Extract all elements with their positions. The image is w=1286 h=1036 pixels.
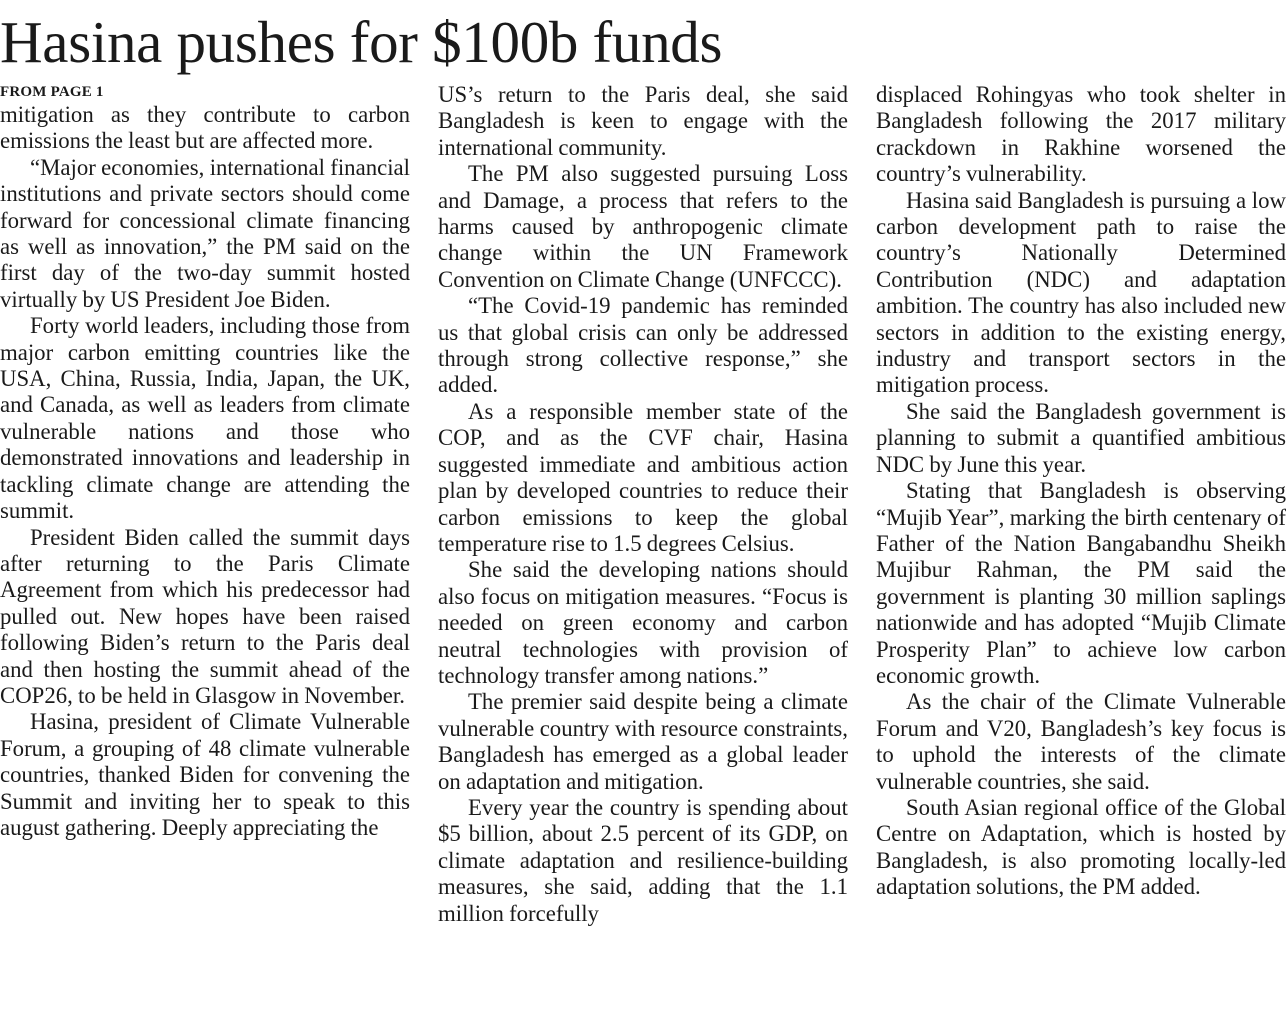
paragraph: US’s return to the Paris deal, she said Bangladesh is keen to engage with the international community. <box>438 82 848 160</box>
article-column-2 <box>438 82 848 1034</box>
paragraph: South Asian regional office of the Global Centre on Adaptation, which is hosted by Bangladesh, is also promoting locally-led adaptation solutions, the PM added. <box>876 794 1286 900</box>
article-column-3 <box>876 82 1286 1034</box>
paragraph: “The Covid-19 pandemic has reminded us that global crisis can only be addressed through strong collective response,” she added. <box>438 293 848 398</box>
column-body <box>438 82 848 927</box>
paragraph: Forty world leaders, including those from major carbon emitting countries like the USA, China, Russia, India, Japan, the UK, and Canada, as well as leaders from climate vulnerable nations and those who demonstrated innovations and leadership in tackling climate change are attending the summit. <box>0 313 410 524</box>
headline: Hasina pushes for $100b funds <box>0 9 723 75</box>
paragraph: As the chair of the Climate Vulnerable Forum and V20, Bangladesh’s key focus is to uphold the interests of the climate vulnerable countries, she said. <box>876 689 1286 794</box>
paragraph: The PM also suggested pursuing Loss and Damage, a process that refers to the harms caused by anthropogenic climate change within the UN Framework Convention on Climate Change (UNFCCC). <box>438 161 848 292</box>
paragraph: Every year the country is spending about $5 billion, about 2.5 percent of its GDP, on climate adaptation and resilience-building measures, she said, adding that the 1.1 million forcefully <box>438 794 848 926</box>
column-body <box>0 102 410 841</box>
paragraph: President Biden called the summit days after returning to the Paris Climate Agreement from which his predecessor had pulled out. New hopes have been raised following Biden’s return to the Paris deal and then hosting the summit ahead of the COP26, to be held in Glasgow in November. <box>0 524 410 708</box>
article-column-1 <box>0 82 410 1034</box>
jump-label: FROM PAGE 1 <box>0 84 104 100</box>
paragraph: “Major economies, international financial institutions and private sectors should come forward for concessional climate financing as well as innovation,” the PM said on the first day of the two-day summit hosted virtually by US President Joe Biden. <box>0 154 410 312</box>
paragraph: As a responsible member state of the COP, and as the CVF chair, Hasina suggested immediate and ambitious action plan by developed countries to reduce their carbon emissions to keep the global temperature rise to 1.5 degrees Celsius. <box>438 398 848 556</box>
paragraph: She said the developing nations should also focus on mitigation measures. “Focus is needed on green economy and carbon neutral technologies with provision of technology transfer among nations.” <box>438 557 848 688</box>
paragraph: mitigation as they contribute to carbon emissions the least but are affected more. <box>0 102 410 154</box>
paragraph: displaced Rohingyas who took shelter in Bangladesh following the 2017 military crackdown in Rakhine worsened the country’s vulnerability. <box>876 82 1286 187</box>
paragraph: Hasina, president of Climate Vulnerable Forum, a grouping of 48 climate vulnerable countries, thanked Biden for convening the Summit and inviting her to speak to this august gathering. Deeply appreciating the <box>0 709 410 840</box>
paragraph: Stating that Bangladesh is observing “Mujib Year”, marking the birth centenary of Father of the Nation Bangabandhu Sheikh Mujibur Rahman, the PM said the government is planting 30 million saplings nationwide and has adopted “Mujib Climate Prosperity Plan” to achieve low carbon economic growth. <box>876 478 1286 688</box>
paragraph: She said the Bangladesh government is planning to submit a quantified ambitious NDC by June this year. <box>876 398 1286 477</box>
paragraph: The premier said despite being a climate vulnerable country with resource constraints, Bangladesh has emerged as a global leader on adaptation and mitigation. <box>438 689 848 794</box>
paragraph: Hasina said Bangladesh is pursuing a low carbon development path to raise the country’s Nationally Determined Contribution (NDC) and adaptation ambition. The country has also included new sectors in addition to the existing energy, industry and transport sectors in the mitigation process. <box>876 187 1286 398</box>
column-body <box>876 82 1286 901</box>
